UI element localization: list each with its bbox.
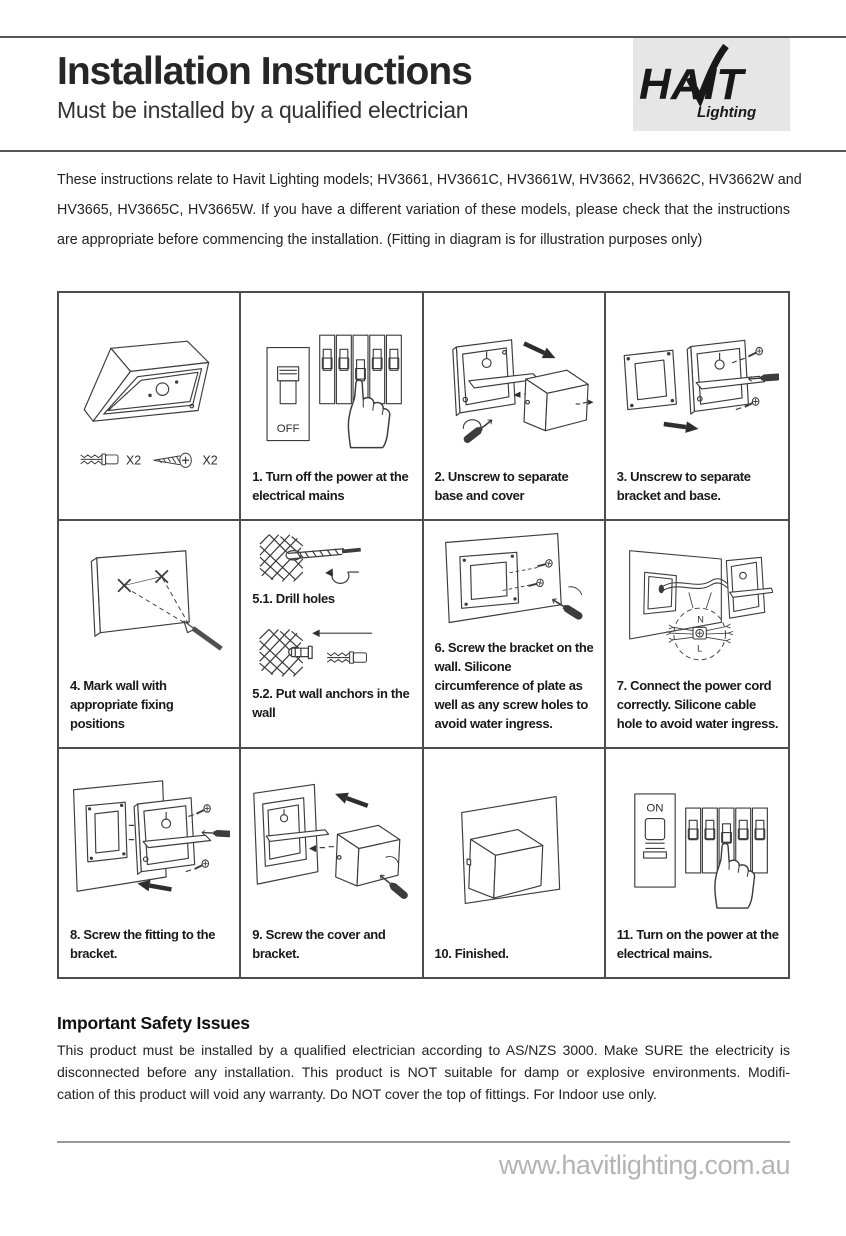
havit-logo (633, 38, 790, 131)
step-caption: 7. Connect the power cord correctly. Silicone cable hole to avoid water ingress. (616, 678, 779, 731)
footer (0, 1141, 846, 1181)
step-caption: 2. Unscrew to separate base and cover (434, 469, 569, 503)
step-cell-3 (606, 293, 788, 521)
screw-icon (748, 347, 762, 356)
drill-holes-illustration (252, 527, 412, 589)
fitting-parts-illustration (70, 318, 230, 487)
separate-bracket-base-illustration (617, 316, 779, 451)
step-caption: 5.1. Drill holes (252, 591, 335, 606)
steps-grid (57, 291, 790, 979)
step-cell-5 (241, 521, 423, 749)
havit-logo-graphic (637, 42, 787, 128)
step-caption: 11. Turn on the power at the electrical mains. (616, 927, 779, 961)
logo-text-right: IT (703, 59, 743, 109)
screw-quantity: X2 (202, 453, 218, 468)
safety-line: cation of this product will void any warranty. Do NOT cover the top of fittings. For Indoor use only. (57, 1086, 657, 1102)
screw-cover-illustration (252, 773, 412, 908)
wall-anchors-illustration (252, 616, 412, 684)
safety-line: disconnected before any installation. This product is NOT suitable for damp or explosive environments. Modifi- (57, 1064, 790, 1080)
intro-line: are appropriate before commencing the installation. (Fitting in diagram is for illustration purposes only) (57, 232, 703, 248)
connect-power-cord-illustration (623, 539, 773, 664)
screw-icon (154, 453, 192, 467)
step-caption: 10. Finished. (434, 946, 509, 961)
step-cell-8 (59, 749, 241, 977)
logo-text-left: HA (638, 59, 703, 109)
neutral-terminal-label: N (697, 614, 704, 625)
switch-on-label: ON (646, 802, 664, 815)
logo-tagline: Lighting (696, 103, 756, 121)
arrow-icon (333, 788, 370, 811)
intro-paragraph (0, 152, 846, 255)
power-on-illustration (619, 771, 777, 910)
wall-anchor-icon (327, 652, 366, 663)
step-caption: 8. Screw the fitting to the bracket. (70, 927, 216, 961)
mark-wall-illustration (70, 534, 230, 669)
step-cell-2 (424, 293, 606, 521)
page-title: Installation Instructions (57, 50, 472, 93)
footer-rule (57, 1141, 790, 1143)
screw-bracket-illustration (435, 530, 595, 635)
step-caption: 9. Screw the cover and bracket. (252, 927, 386, 961)
step-cell-4 (59, 521, 241, 749)
step-cell-9 (241, 749, 423, 977)
safety-section (0, 979, 846, 1105)
website-url: www.havitlighting.com.au (498, 1150, 790, 1180)
step-cell-7 (606, 521, 788, 749)
finished-illustration (435, 778, 595, 922)
screw-icon (195, 859, 209, 868)
step-cell-parts (59, 293, 241, 521)
step-cell-10 (424, 749, 606, 977)
separate-base-cover-illustration (435, 316, 595, 451)
step-caption: 4. Mark wall with appropriate fixing positions (70, 678, 174, 731)
anchor-quantity: X2 (126, 453, 142, 468)
screw-icon (196, 804, 210, 813)
step-cell-11 (606, 749, 788, 977)
step-caption: 3. Unscrew to separate bracket and base. (616, 469, 751, 503)
power-off-illustration (253, 314, 411, 453)
installation-instructions-page (0, 36, 846, 1236)
step-caption: 6. Screw the bracket on the wall. Silicone circumference of plate as well as any screw holes to avoid water ingress. (434, 640, 594, 731)
safety-heading: Important Safety Issues (57, 1013, 250, 1033)
step-cell-6 (424, 521, 606, 749)
step-cell-1 (241, 293, 423, 521)
step-caption: 5.2. Put wall anchors in the wall (252, 686, 410, 720)
live-terminal-label: L (696, 643, 703, 654)
switch-off-label: OFF (277, 422, 300, 435)
header (0, 38, 846, 150)
screw-fitting-illustration (70, 773, 230, 908)
arrow-icon (663, 418, 699, 434)
intro-line: These instructions relate to Havit Lighting models; HV3661, HV3661C, HV3661W, HV3662, HV3662C, HV3662W and (57, 172, 802, 188)
intro-line: HV3665, HV3665C, HV3665W. If you have a different variation of these models, please check that the instructions (57, 202, 790, 218)
step-caption: 1. Turn off the power at the electrical mains (252, 469, 409, 503)
page-subtitle: Must be installed by a qualified electrician (57, 96, 469, 123)
arrow-icon (521, 338, 557, 363)
screwdriver-icon (465, 417, 493, 440)
safety-line: This product must be installed by a qualified electrician according to AS/NZS 3000. Make SURE the electricity is (57, 1042, 790, 1058)
wall-anchor-icon (81, 454, 118, 465)
